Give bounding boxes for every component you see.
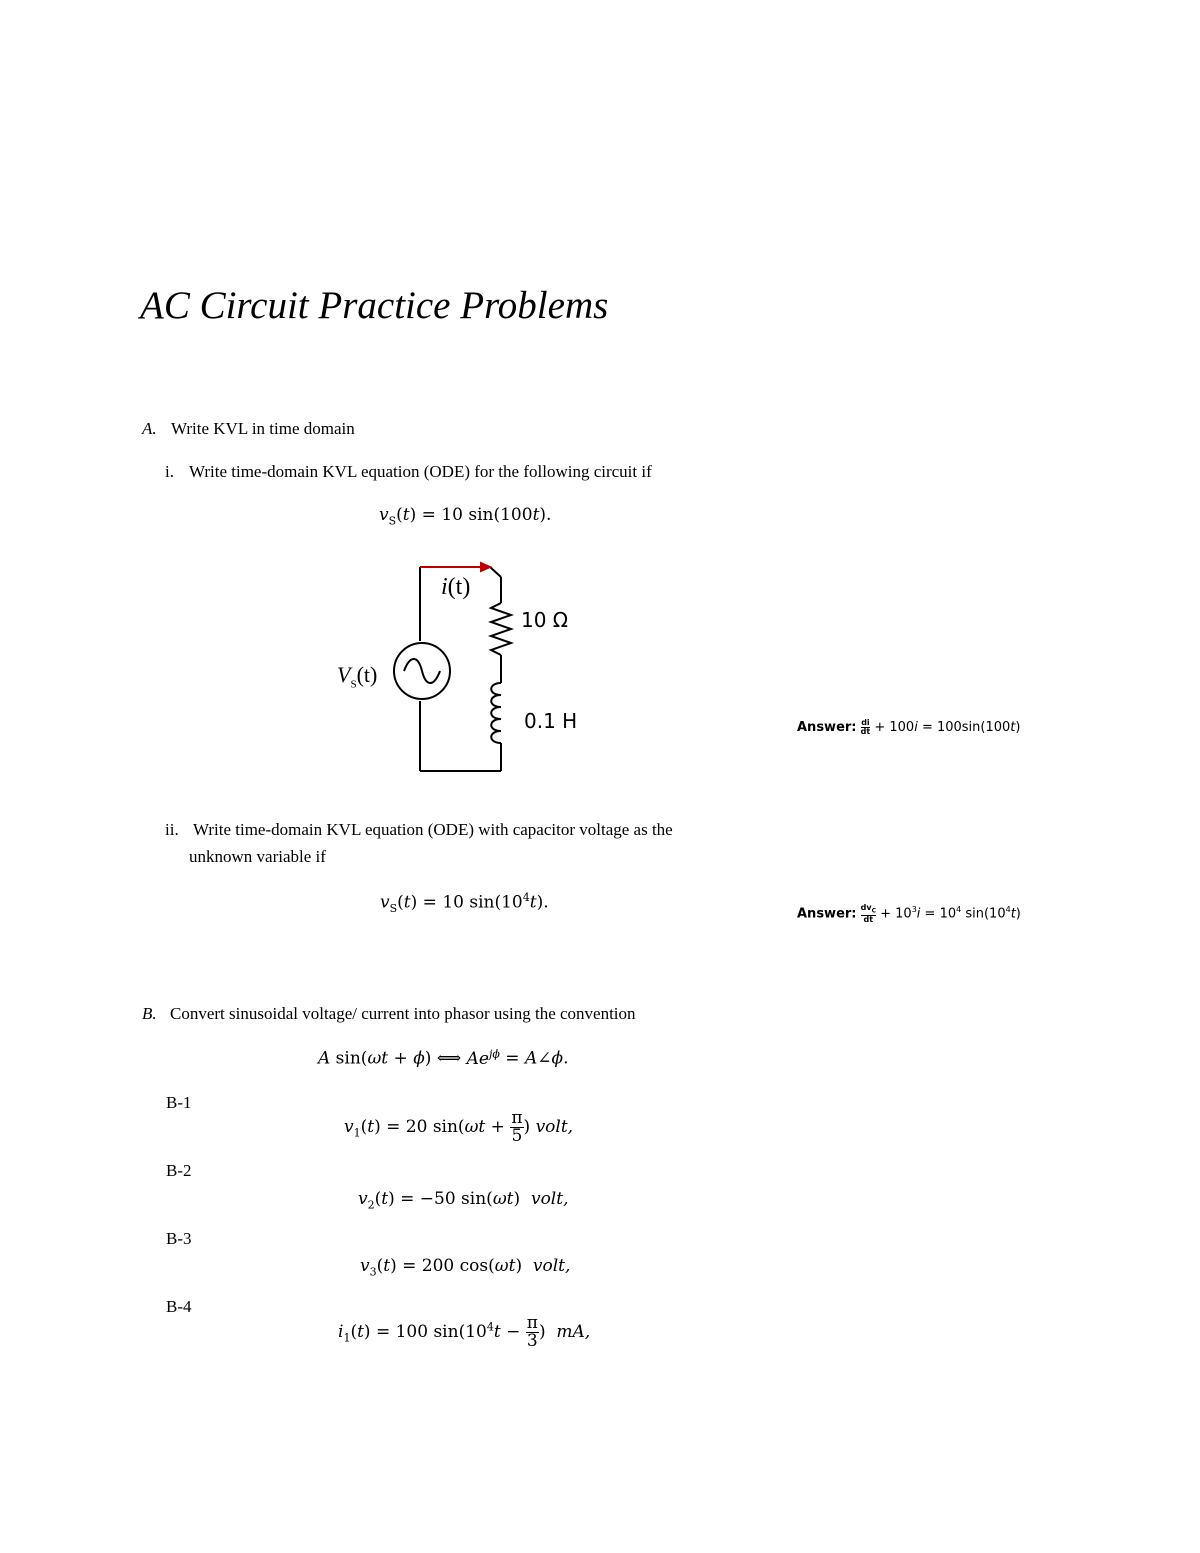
question-a2-text-line2: unknown variable if xyxy=(189,847,326,866)
wire-right-corner xyxy=(490,567,501,577)
phasor-convention: A sin(ωt + ϕ) ⟺ $Ae^{j\phi}$ = A∠ϕ. xyxy=(318,1047,569,1069)
source-label: $V_S(t)$ xyxy=(337,662,378,691)
answer-a2-label: Answer: xyxy=(797,906,857,922)
current-label: i(t) xyxy=(441,574,471,600)
current-arrow-head xyxy=(481,563,490,571)
item-b1-equation: $v_1(t) = 20$ sin(ωt + $\frac{\pi}{5}$ ) volt, xyxy=(344,1108,574,1146)
section-a-heading: Write KVL in time domain xyxy=(171,419,355,438)
sine-icon xyxy=(404,659,440,683)
question-a2-text-line1: Write time-domain KVL equation (ODE) with capacitor voltage as the xyxy=(193,820,673,839)
section-b-heading: Convert sinusoidal voltage/ current into phasor using the convention xyxy=(170,1004,636,1023)
item-b3-equation: $v_3(t) = 200$ cos(ωt) volt, xyxy=(360,1256,571,1279)
section-b-marker: B. xyxy=(142,1004,157,1023)
item-b4-equation: $i_1(t) = 100$ $\sin(10^4t$ − $\frac{\pi}{3}$ ) mA, xyxy=(338,1313,591,1351)
item-b2-label: B-2 xyxy=(166,1161,192,1180)
resistor xyxy=(491,603,511,655)
item-b2-equation: $v_2(t) = -50$ sin(ωt) volt, xyxy=(358,1189,569,1212)
page-title: AC Circuit Practice Problems xyxy=(140,284,609,327)
item-b4-label: B-4 xyxy=(166,1297,192,1316)
answer-a1: Answer: $\frac{di}{dt}$ + 100i = 100sin(100t) xyxy=(797,718,1021,736)
question-a1-marker: i. xyxy=(165,462,174,481)
section-a-marker: A. xyxy=(142,419,157,438)
resistor-label: 10 Ω xyxy=(521,608,569,632)
answer-a2: Answer: $\frac{dv_C}{dt}$ + $10^3i = 10^4$ $\sin(10^4t)$ xyxy=(797,903,1021,924)
inductor xyxy=(491,683,501,743)
answer-a1-label: Answer: xyxy=(797,720,857,735)
question-a1-equation: $v_S(t) = 10$ sin(100t). xyxy=(379,505,552,528)
inductor-label: 0.1 H xyxy=(524,709,578,733)
question-a2-equation: $v_S(t) = 10$ $\sin(10^4t)$. xyxy=(380,891,549,916)
item-b1-label: B-1 xyxy=(166,1093,192,1112)
question-a2-marker: ii. xyxy=(165,820,179,839)
question-a1-text: Write time-domain KVL equation (ODE) for the following circuit if xyxy=(189,462,652,481)
item-b3-label: B-3 xyxy=(166,1229,192,1248)
